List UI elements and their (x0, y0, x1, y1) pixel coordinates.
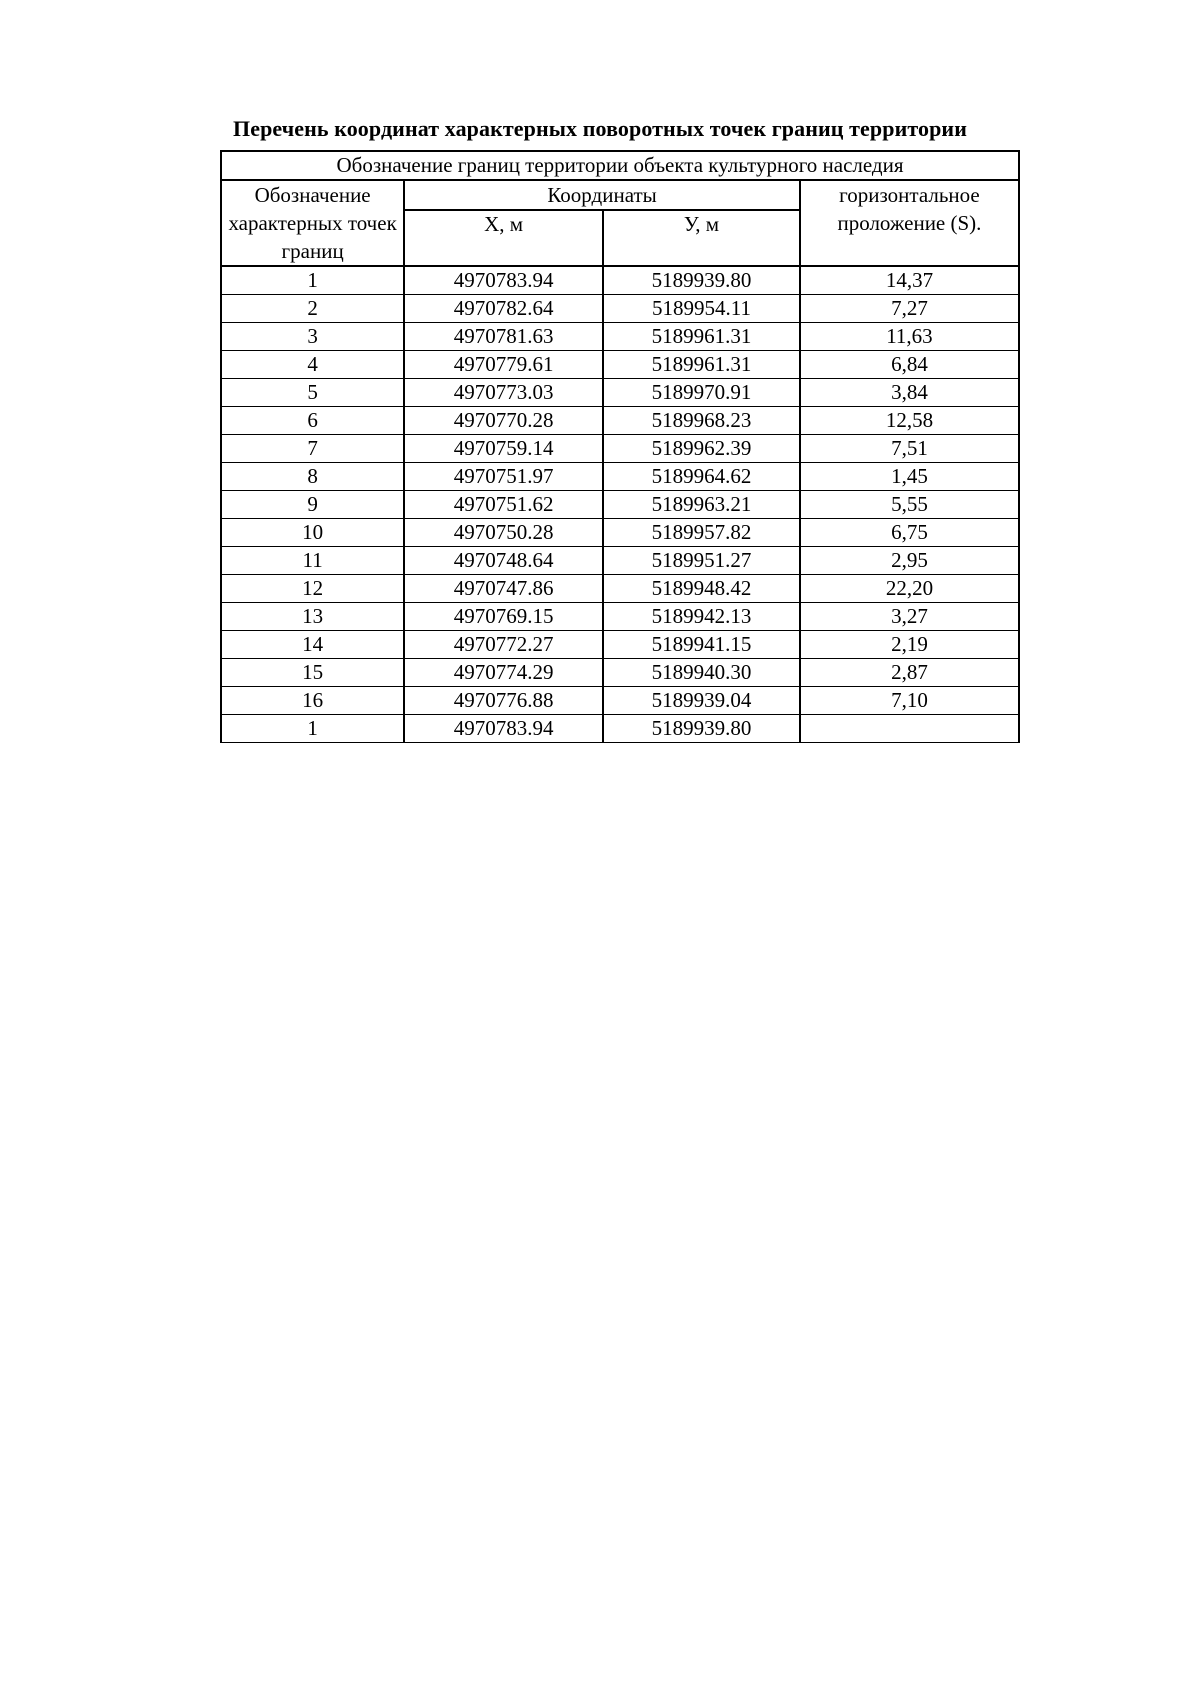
cell-point: 14 (221, 631, 404, 659)
table-row (221, 659, 1019, 687)
table-row (221, 323, 1019, 351)
cell-y: 5189961.31 (603, 351, 800, 379)
cell-horizontal-distance: 1,45 (800, 463, 1019, 491)
table-row (221, 519, 1019, 547)
cell-point: 6 (221, 407, 404, 435)
cell-y: 5189964.62 (603, 463, 800, 491)
cell-y: 5189968.23 (603, 407, 800, 435)
cell-point: 11 (221, 547, 404, 575)
table-row (221, 379, 1019, 407)
cell-x: 4970779.61 (404, 351, 603, 379)
table-row (221, 463, 1019, 491)
cell-x: 4970751.62 (404, 491, 603, 519)
cell-x: 4970769.15 (404, 603, 603, 631)
cell-horizontal-distance: 2,95 (800, 547, 1019, 575)
cell-x: 4970748.64 (404, 547, 603, 575)
cell-x: 4970759.14 (404, 435, 603, 463)
cell-y: 5189962.39 (603, 435, 800, 463)
cell-point: 3 (221, 323, 404, 351)
cell-point: 16 (221, 687, 404, 715)
cell-horizontal-distance: 14,37 (800, 266, 1019, 295)
cell-horizontal-distance: 7,51 (800, 435, 1019, 463)
column-header-y: У, м (603, 210, 800, 266)
cell-y: 5189954.11 (603, 295, 800, 323)
cell-y: 5189957.82 (603, 519, 800, 547)
cell-y: 5189951.27 (603, 547, 800, 575)
page-title: Перечень координат характерных поворотных точек границ территории (233, 116, 967, 141)
table-row (221, 435, 1019, 463)
cell-y: 5189961.31 (603, 323, 800, 351)
cell-point: 1 (221, 715, 404, 743)
cell-x: 4970783.94 (404, 715, 603, 743)
cell-x: 4970773.03 (404, 379, 603, 407)
cell-point: 10 (221, 519, 404, 547)
cell-x: 4970747.86 (404, 575, 603, 603)
table-row (221, 266, 1019, 295)
cell-x: 4970776.88 (404, 687, 603, 715)
cell-y: 5189970.91 (603, 379, 800, 407)
cell-point: 13 (221, 603, 404, 631)
table-group-header-row (221, 151, 1019, 180)
cell-horizontal-distance: 12,58 (800, 407, 1019, 435)
cell-x: 4970751.97 (404, 463, 603, 491)
cell-x: 4970783.94 (404, 266, 603, 295)
table-row (221, 351, 1019, 379)
cell-horizontal-distance: 22,20 (800, 575, 1019, 603)
cell-x: 4970770.28 (404, 407, 603, 435)
coordinates-table (220, 150, 1020, 743)
cell-x: 4970774.29 (404, 659, 603, 687)
cell-x: 4970750.28 (404, 519, 603, 547)
cell-point: 15 (221, 659, 404, 687)
cell-horizontal-distance: 3,27 (800, 603, 1019, 631)
cell-horizontal-distance: 6,75 (800, 519, 1019, 547)
cell-horizontal-distance: 2,87 (800, 659, 1019, 687)
table-row (221, 295, 1019, 323)
column-header-coordinates: Координаты (404, 180, 800, 210)
column-header-x: Х, м (404, 210, 603, 266)
cell-y: 5189939.80 (603, 266, 800, 295)
table-row (221, 491, 1019, 519)
table-row (221, 603, 1019, 631)
cell-y: 5189942.13 (603, 603, 800, 631)
cell-x: 4970772.27 (404, 631, 603, 659)
cell-horizontal-distance: 6,84 (800, 351, 1019, 379)
cell-y: 5189939.04 (603, 687, 800, 715)
cell-y: 5189948.42 (603, 575, 800, 603)
cell-horizontal-distance: 7,27 (800, 295, 1019, 323)
cell-horizontal-distance: 7,10 (800, 687, 1019, 715)
table-row (221, 407, 1019, 435)
cell-point: 8 (221, 463, 404, 491)
cell-y: 5189941.15 (603, 631, 800, 659)
table-row (221, 631, 1019, 659)
cell-x: 4970781.63 (404, 323, 603, 351)
cell-y: 5189939.80 (603, 715, 800, 743)
cell-horizontal-distance: 3,84 (800, 379, 1019, 407)
table-row (221, 575, 1019, 603)
group-header: Обозначение границ территории объекта культурного наследия (221, 151, 1019, 180)
cell-x: 4970782.64 (404, 295, 603, 323)
cell-y: 5189963.21 (603, 491, 800, 519)
table-header-row (221, 180, 1019, 210)
cell-point: 5 (221, 379, 404, 407)
cell-point: 2 (221, 295, 404, 323)
cell-point: 1 (221, 266, 404, 295)
table-row (221, 687, 1019, 715)
column-header-horizontal-distance: горизонтальное проложение (S). (800, 180, 1019, 266)
cell-point: 7 (221, 435, 404, 463)
cell-horizontal-distance (800, 715, 1019, 743)
column-header-point: Обозначение характерных точек границ (221, 180, 404, 266)
cell-horizontal-distance: 5,55 (800, 491, 1019, 519)
cell-horizontal-distance: 2,19 (800, 631, 1019, 659)
table-row (221, 715, 1019, 743)
cell-point: 9 (221, 491, 404, 519)
table-row (221, 547, 1019, 575)
cell-point: 4 (221, 351, 404, 379)
cell-point: 12 (221, 575, 404, 603)
cell-y: 5189940.30 (603, 659, 800, 687)
cell-horizontal-distance: 11,63 (800, 323, 1019, 351)
